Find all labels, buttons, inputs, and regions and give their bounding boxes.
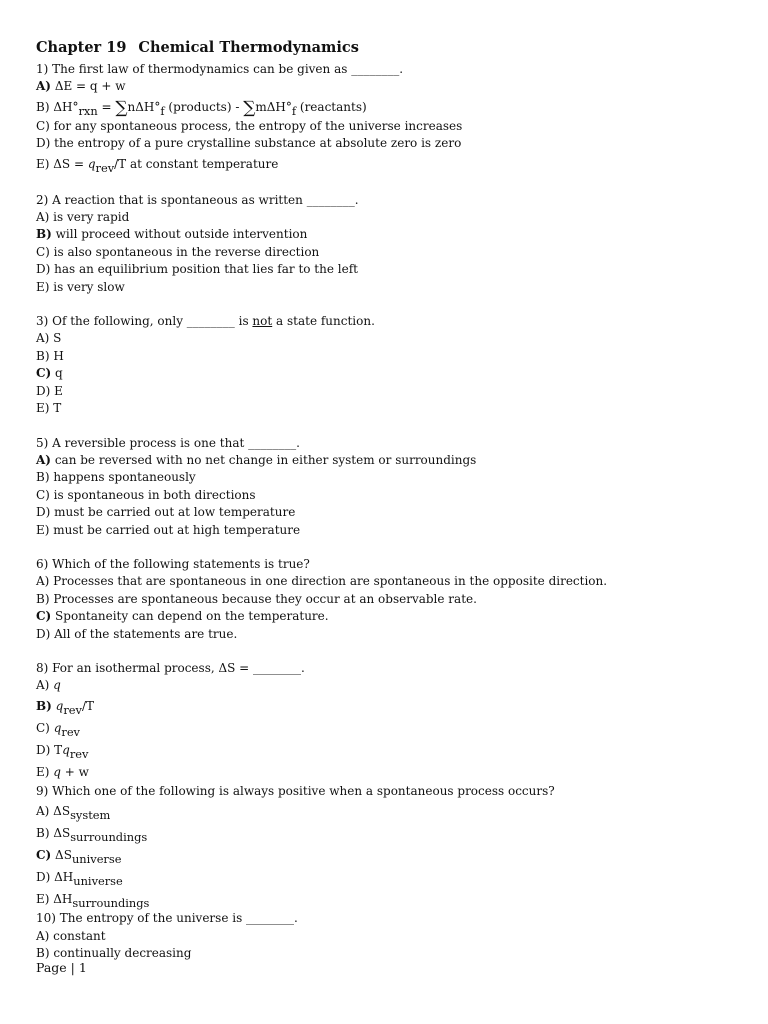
option-c: C) $q_{rev}$ (36, 720, 80, 739)
option-e: E) is very slow (36, 279, 125, 294)
question-6 (36, 556, 736, 643)
option-a: A) constant (36, 928, 106, 943)
chapter-number: Chapter 19 (36, 39, 127, 56)
question-3 (36, 313, 736, 417)
option-d: D) $Tq_{rev}$ (36, 742, 89, 761)
option-e: E) must be carried out at high temperature (36, 522, 301, 537)
option-b: B) $\Delta S_{surroundings}$ (36, 826, 148, 845)
option-d: D) $\Delta H_{universe}$ (36, 870, 123, 889)
question-stem: 1) The first law of thermodynamics can be given as ________. (36, 62, 404, 76)
question-9 (36, 783, 736, 910)
page-number-footer: Page | 1 (36, 960, 87, 975)
option-d: D) the entropy of a pure crystalline substance at absolute zero is zero (36, 136, 462, 151)
option-a: A) Processes that are spontaneous in one direction are spontaneous in the opposite direction. (36, 574, 608, 589)
question-2 (36, 192, 736, 296)
option-c: C) is spontaneous in both directions (36, 487, 256, 502)
chapter-title (36, 38, 736, 58)
option-b: B) $\Delta H^\circ_{rxn} = \sum n\Delta H^\circ_f$ (products) - $\sum m\Delta H^\circ_f$ (reactants) (36, 97, 367, 118)
option-c: C) is also spontaneous in the reverse direction (36, 244, 320, 259)
option-a: A) S (36, 331, 62, 346)
question-1 (36, 61, 736, 175)
question-8 (36, 660, 736, 783)
question-stem: 6) Which of the following statements is true? (36, 556, 310, 571)
option-a: A) can be reversed with no net change in either system or surroundings (36, 452, 477, 467)
option-b: B) will proceed without outside intervention (36, 227, 308, 242)
option-b: B) happens spontaneously (36, 470, 196, 485)
option-d: D) E (36, 383, 63, 398)
option-a: A) ΔE = q + w (36, 79, 126, 94)
question-10 (36, 910, 736, 962)
option-c: C) $\Delta S_{universe}$ (36, 848, 122, 867)
option-a: A) q (36, 678, 61, 693)
option-b: B) H (36, 348, 64, 363)
chapter-name: Chemical Thermodynamics (138, 39, 359, 56)
option-c: C) Spontaneity can depend on the temperature. (36, 609, 329, 624)
question-stem: 9) Which one of the following is always positive when a spontaneous process occurs? (36, 783, 555, 798)
option-e: E) T (36, 401, 62, 416)
option-d: D) has an equilibrium position that lies far to the left (36, 262, 358, 277)
question-stem: 3) Of the following, only ________ is not a state function. (36, 314, 375, 329)
question-stem: 5) A reversible process is one that ________. (36, 435, 300, 450)
option-d: D) All of the statements are true. (36, 626, 238, 641)
option-c: C) q (36, 366, 63, 381)
option-a: A) $\Delta S_{system}$ (36, 804, 111, 823)
question-5 (36, 435, 736, 539)
option-b: B) Processes are spontaneous because they occur at an observable rate. (36, 591, 477, 606)
option-d: D) must be carried out at low temperature (36, 505, 296, 520)
option-b: B) continually decreasing (36, 946, 192, 960)
quiz-content (36, 38, 736, 962)
option-b: B) $q_{rev}/T$ (36, 698, 95, 717)
option-e: E) $\Delta H_{surroundings}$ (36, 892, 150, 911)
question-stem: 10) The entropy of the universe is ________. (36, 911, 298, 926)
option-c: C) for any spontaneous process, the entropy of the universe increases (36, 118, 463, 133)
question-stem: 8) For an isothermal process, ΔS = ________. (36, 660, 305, 675)
question-stem: 2) A reaction that is spontaneous as written ________. (36, 192, 359, 207)
option-e: E) $\Delta S = q_{rev}/T$ at constant temperature (36, 156, 279, 175)
option-a: A) is very rapid (36, 210, 130, 225)
option-e: E) q + w (36, 764, 89, 779)
